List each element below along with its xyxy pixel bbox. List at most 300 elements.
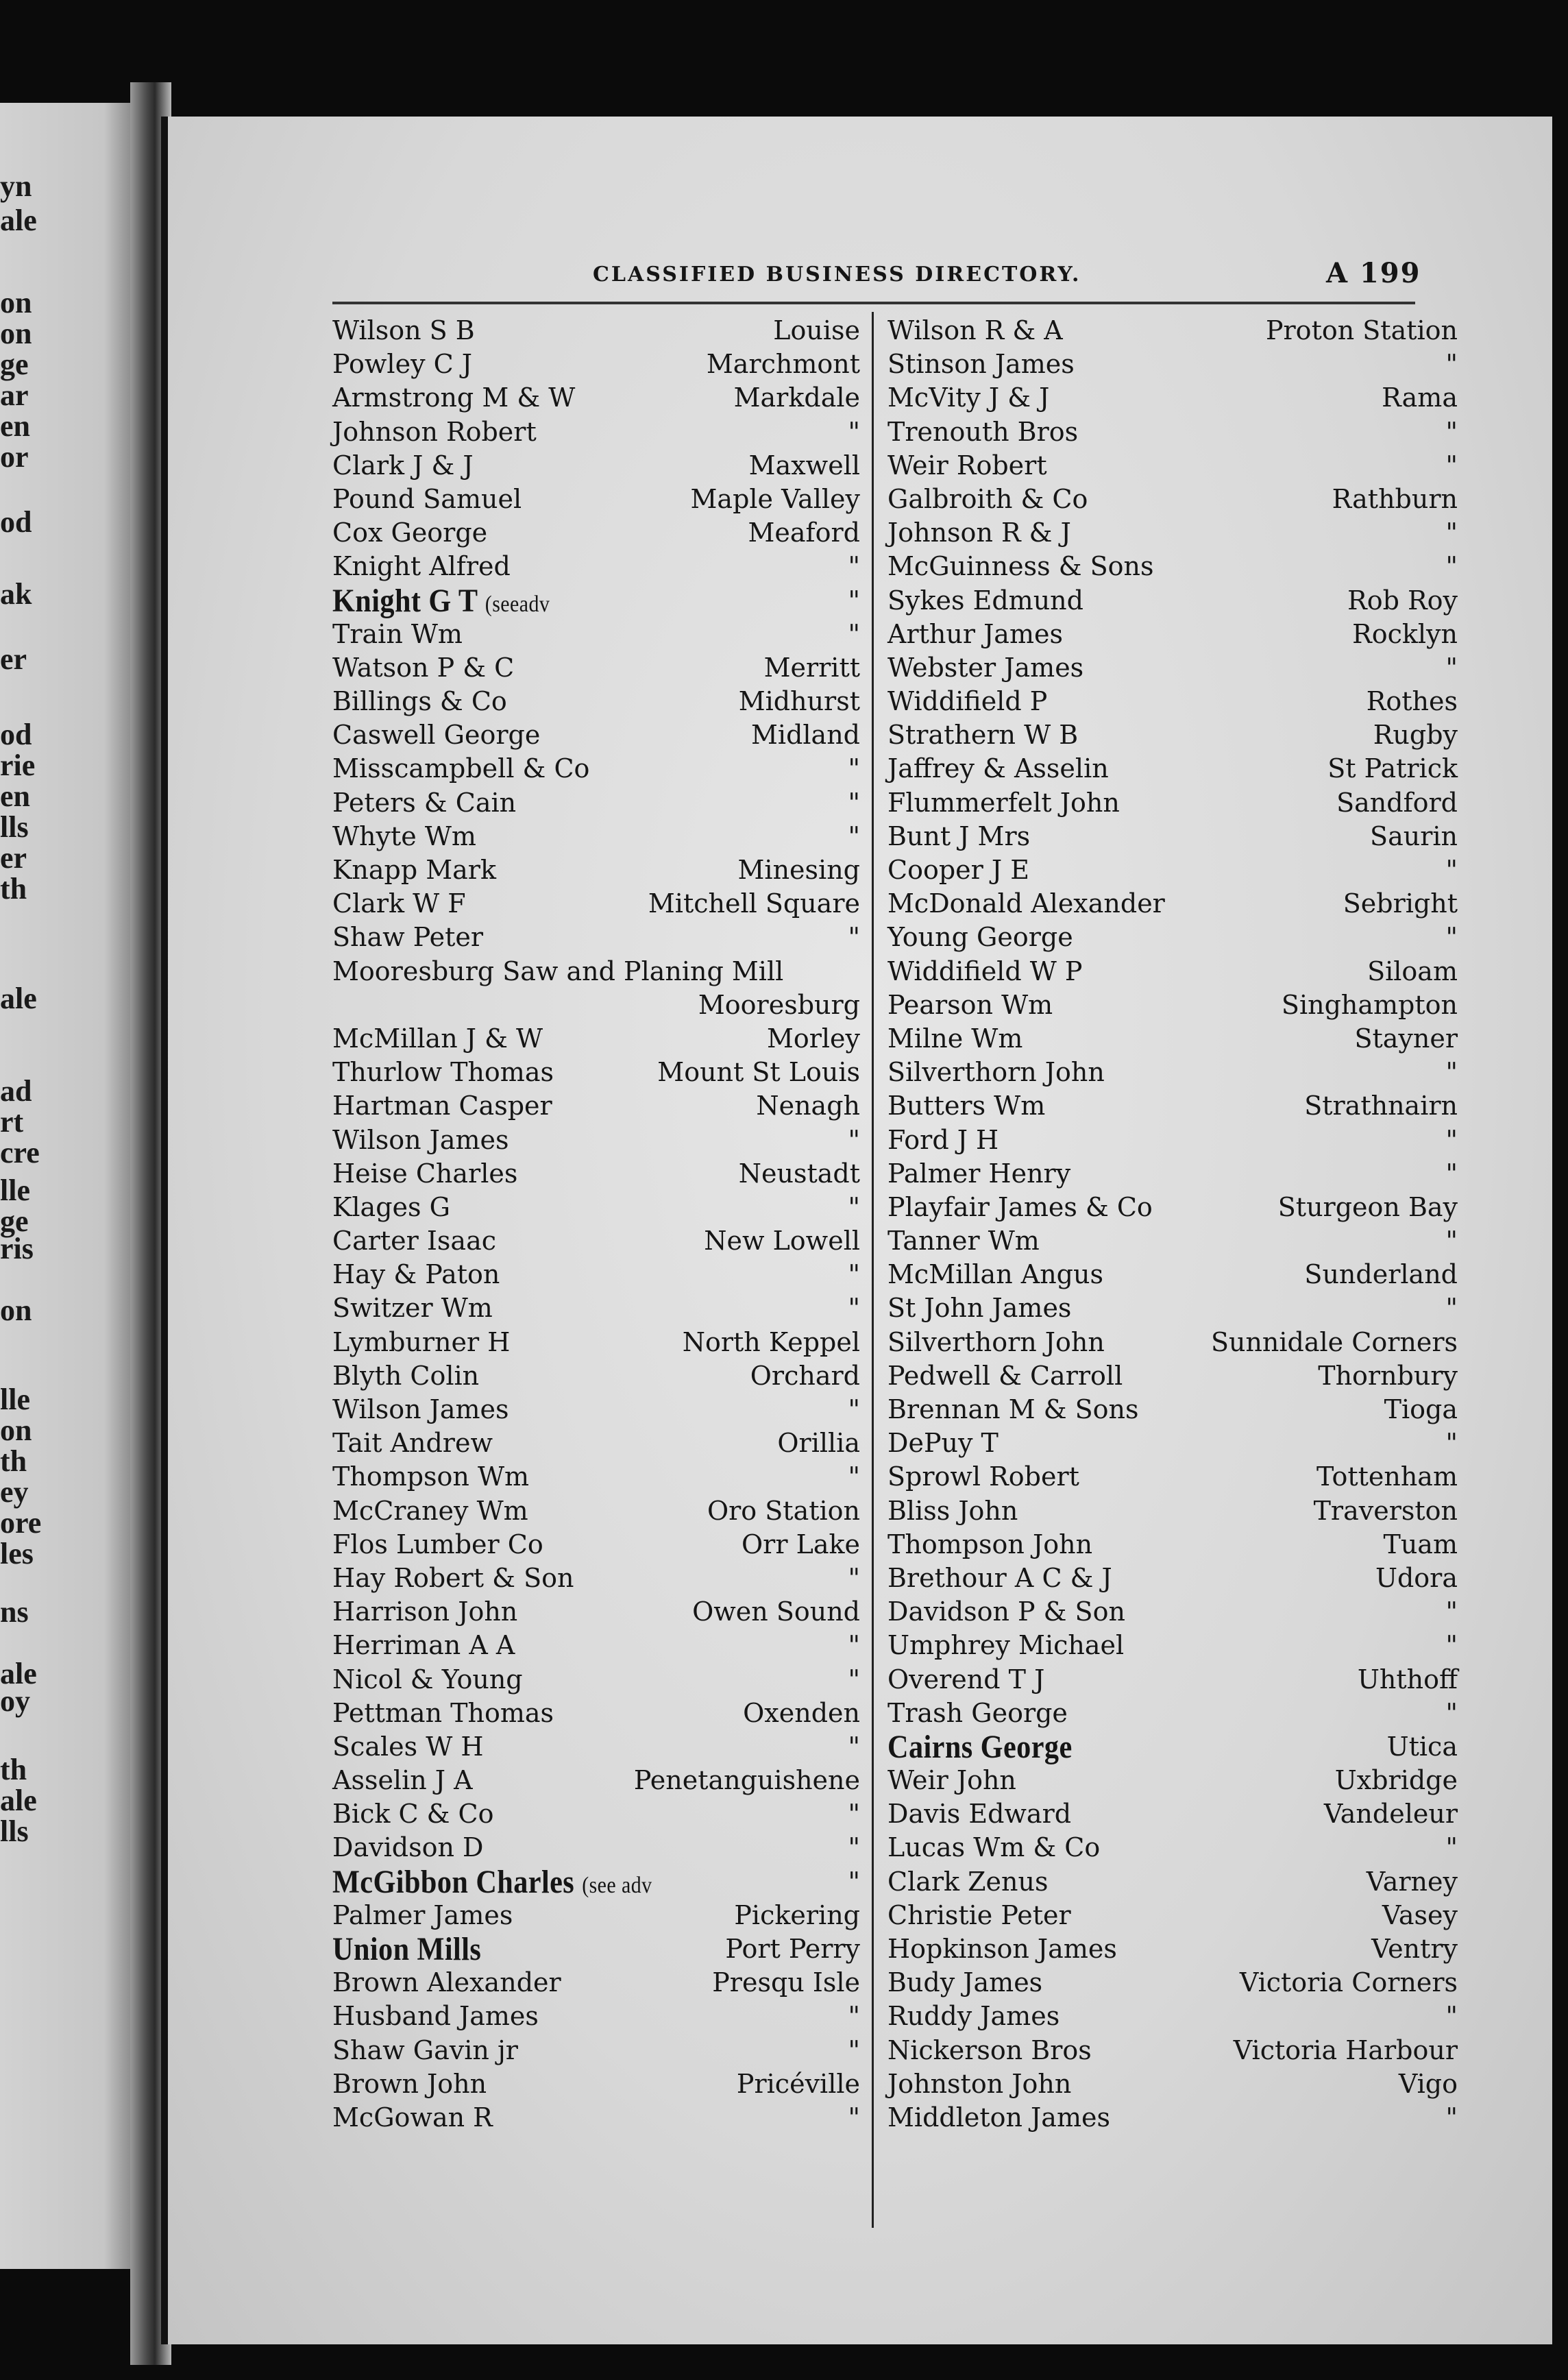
place-name: " (848, 1191, 860, 1222)
business-name (332, 1831, 483, 1865)
business-name-text: Trash George (887, 1697, 1068, 1728)
directory-entry (332, 1124, 860, 1157)
directory-entry (332, 1326, 860, 1359)
directory-entry (887, 1124, 1458, 1157)
business-name-text: Hay & Paton (332, 1259, 500, 1290)
place-name: Orchard (750, 1360, 860, 1391)
directory-entry (887, 1966, 1458, 2000)
business-name-text: Hay Robert & Son (332, 1562, 574, 1593)
business-name (332, 1056, 554, 1089)
place-name: " (1445, 1832, 1458, 1863)
directory-entry (332, 1494, 860, 1528)
place-name: Morley (766, 1023, 860, 1054)
business-name (887, 1326, 1105, 1359)
previous-page-text: ale (0, 982, 37, 1015)
place-name: Pricéville (736, 2068, 860, 2099)
business-name (887, 1629, 1124, 1662)
directory-entry (332, 415, 860, 449)
place-name: " (848, 1731, 860, 1762)
directory-entry (332, 853, 860, 887)
business-name (332, 483, 522, 516)
right-column (887, 314, 1458, 2135)
business-name (887, 1595, 1125, 1629)
place-name: Varney (1366, 1866, 1458, 1897)
business-name-text: Cox George (332, 518, 488, 548)
directory-entry (332, 1359, 860, 1393)
business-name (332, 1291, 493, 1325)
place-name: " (1445, 2102, 1458, 2133)
directory-entry (332, 1460, 860, 1494)
business-name-text: Palmer James (332, 1899, 513, 1930)
previous-page-text: on (0, 1413, 32, 1447)
place-name: Utica (1386, 1731, 1458, 1762)
directory-entry (332, 584, 860, 618)
business-name-text: Shaw Peter (332, 922, 484, 953)
directory-entry (887, 1494, 1458, 1528)
business-name (332, 381, 575, 415)
previous-page-text: th (0, 1444, 27, 1478)
place-name: " (848, 787, 860, 818)
directory-entry (887, 483, 1458, 516)
directory-entry (332, 1932, 860, 1966)
business-name (332, 2034, 518, 2067)
previous-page-text: ad (0, 1074, 32, 1108)
previous-page-text: lle (0, 1383, 30, 1416)
place-name: Sebright (1343, 888, 1458, 919)
business-name-text: Stinson James (887, 349, 1075, 380)
directory-entry (332, 1191, 860, 1224)
place-name: " (848, 1562, 860, 1593)
directory-entry (332, 1663, 860, 1697)
directory-entry (887, 1291, 1458, 1325)
business-name-text: Butters Wm (887, 1091, 1046, 1121)
directory-entry (332, 651, 860, 685)
business-name (887, 1089, 1045, 1123)
directory-entry (887, 1595, 1458, 1629)
place-name: Orillia (777, 1428, 860, 1459)
business-name (887, 1730, 1073, 1764)
directory-entry (887, 1865, 1458, 1899)
page-header (168, 257, 1552, 298)
business-name-text: Arthur James (887, 618, 1063, 649)
business-name (332, 618, 463, 651)
column-divider (872, 312, 874, 2228)
directory-entry (332, 314, 860, 348)
business-name (887, 887, 1165, 921)
business-name (332, 1730, 483, 1764)
business-name-text: Johnson R & J (887, 518, 1071, 548)
business-name (887, 820, 1030, 853)
business-name-text: McCraney Wm (332, 1495, 528, 1526)
previous-page-text: ore (0, 1506, 42, 1540)
directory-entry (332, 1258, 860, 1291)
business-name-text: Sprowl Robert (887, 1461, 1079, 1492)
place-name: Rothes (1366, 686, 1458, 717)
directory-entry (332, 550, 860, 583)
business-name-text: Palmer Henry (887, 1158, 1071, 1189)
business-name-text: Milne Wm (887, 1023, 1023, 1054)
business-name-text: Mooresburg Saw and Planing Mill (332, 956, 784, 986)
business-name-text: Brennan M & Sons (887, 1394, 1139, 1424)
directory-entry (887, 1629, 1458, 1662)
business-name-text: Johnston John (887, 2068, 1072, 2099)
previous-page-text: on (0, 317, 32, 350)
business-name-text: Thurlow Thomas (332, 1057, 554, 1088)
previous-page-text: les (0, 1537, 34, 1570)
place-name: New Lowell (704, 1226, 860, 1256)
directory-entry (887, 1157, 1458, 1191)
business-name (332, 1224, 496, 1258)
directory-entry (332, 2000, 860, 2033)
directory-entry (887, 1932, 1458, 1966)
directory-entry (887, 853, 1458, 887)
previous-page-text: ey (0, 1475, 29, 1509)
place-name: " (848, 1293, 860, 1324)
place-name: Singhampton (1281, 989, 1458, 1020)
previous-page-text: lls (0, 810, 29, 844)
previous-page-text: ge (0, 348, 29, 381)
business-name (332, 1157, 517, 1191)
place-name: " (1445, 349, 1458, 380)
business-name-text: Flos Lumber Co (332, 1529, 543, 1559)
place-name: Rob Roy (1347, 585, 1458, 616)
place-name: Midland (751, 720, 860, 751)
directory-entry (887, 415, 1458, 449)
business-name (332, 1359, 479, 1393)
business-name-text: Lucas Wm & Co (887, 1832, 1101, 1863)
business-name (887, 685, 1047, 718)
business-name (332, 1124, 509, 1157)
business-name-text: Train Wm (332, 618, 463, 649)
business-name-text: Trenouth Bros (887, 416, 1079, 447)
business-name-text: Webster James (887, 652, 1084, 683)
directory-entry (332, 1224, 860, 1258)
place-name: Meaford (748, 518, 860, 548)
previous-page-text: ale (0, 1784, 37, 1817)
directory-entry (332, 752, 860, 786)
directory-entry (332, 2101, 860, 2135)
place-name: Tioga (1384, 1394, 1458, 1424)
directory-entry (887, 887, 1458, 921)
business-name (332, 1089, 552, 1123)
place-name: Minesing (737, 855, 860, 885)
business-name-text: Pettman Thomas (332, 1697, 554, 1728)
directory-entry (887, 1359, 1458, 1393)
directory-entry (887, 1730, 1458, 1764)
place-name: " (848, 922, 860, 953)
business-name-text: Switzer Wm (332, 1293, 493, 1324)
business-name (332, 1426, 493, 1460)
business-name-text: Brown Alexander (332, 1967, 561, 1998)
business-name-text: Weir John (887, 1765, 1016, 1796)
business-name (887, 1056, 1105, 1089)
business-name-text: Thompson Wm (332, 1461, 530, 1492)
place-name: " (848, 1630, 860, 1661)
directory-entry (887, 1022, 1458, 1056)
place-name: Maxwell (748, 450, 860, 481)
business-name (887, 1764, 1016, 1797)
business-name-text: DePuy T (887, 1428, 999, 1459)
directory-entry (332, 449, 860, 483)
business-name (332, 314, 475, 348)
business-name-text: Husband James (332, 2001, 539, 2032)
business-name (887, 1258, 1103, 1291)
business-name-text: Overend T J (887, 1664, 1045, 1695)
place-name: " (848, 1461, 860, 1492)
header-rule (332, 302, 1415, 304)
place-name: Oxenden (743, 1697, 860, 1728)
previous-page-text: er (0, 642, 27, 676)
business-name (332, 2067, 487, 2101)
place-name: Udora (1375, 1562, 1458, 1593)
directory-entry (332, 1562, 860, 1595)
business-name-text: Misscampbell & Co (332, 753, 590, 784)
directory-entry (332, 1697, 860, 1730)
place-name: Nenagh (756, 1091, 860, 1121)
previous-page-text: rt (0, 1105, 24, 1139)
business-name-text: Brethour A C & J (887, 1562, 1112, 1593)
business-name-text: Cairns George (887, 1728, 1073, 1765)
place-name: Ventry (1371, 1934, 1458, 1964)
business-name (887, 415, 1078, 449)
business-name-text: Hopkinson James (887, 1934, 1117, 1964)
business-name-text: Carter Isaac (332, 1226, 497, 1256)
place-name: Rama (1382, 382, 1458, 413)
place-name: " (848, 1664, 860, 1695)
place-name: Siloam (1367, 956, 1458, 986)
business-name-text: Strathern W B (887, 720, 1079, 751)
business-name-text: McMillan J & W (332, 1023, 543, 1054)
directory-entry (332, 1056, 860, 1089)
place-name: Markdale (733, 382, 860, 413)
business-name (887, 1426, 999, 1460)
business-name (332, 584, 550, 621)
place-name: Owen Sound (692, 1596, 860, 1627)
business-name (332, 516, 487, 550)
business-name (332, 1393, 509, 1426)
place-name: " (1445, 1428, 1458, 1459)
business-name-text: Widdifield W P (887, 956, 1083, 986)
place-name: " (1445, 416, 1458, 447)
directory-entry (887, 921, 1458, 954)
business-name (332, 415, 537, 449)
place-name: Marchmont (706, 349, 860, 380)
directory-entry (332, 516, 860, 550)
business-name (887, 1797, 1071, 1831)
place-name: Pickering (734, 1899, 860, 1930)
page-number: A 199 (1326, 257, 1421, 289)
business-name-text: Nickerson Bros (887, 2035, 1092, 2065)
business-name (887, 1191, 1153, 1224)
header-title: CLASSIFIED BUSINESS DIRECTORY. (593, 263, 1081, 287)
directory-entry (332, 955, 860, 1022)
business-name-text: Young George (887, 922, 1073, 953)
business-name-text: Pedwell & Carroll (887, 1360, 1123, 1391)
business-name-text: Caswell George (332, 720, 541, 751)
business-name (332, 348, 472, 381)
business-name-text: Powley C J (332, 349, 473, 380)
place-name: " (848, 2001, 860, 2032)
previous-page-text: ar (0, 378, 29, 412)
business-name-text: Middleton James (887, 2102, 1110, 2133)
previous-page-text: ris (0, 1232, 34, 1265)
directory-entry (887, 1831, 1458, 1865)
business-name (887, 752, 1109, 786)
place-name: Penetanguishene (633, 1765, 860, 1796)
place-name: North Keppel (682, 1326, 860, 1357)
business-name (887, 1697, 1068, 1730)
business-name (887, 651, 1083, 685)
directory-entry (332, 1022, 860, 1056)
business-name (332, 1899, 513, 1932)
directory-page (161, 117, 1552, 2344)
place-name: Victoria Corners (1239, 1967, 1458, 1998)
business-name (887, 1865, 1049, 1899)
directory-entry (332, 2067, 860, 2101)
business-name-text: Heise Charles (332, 1158, 518, 1189)
previous-page-text: ge (0, 1204, 29, 1238)
business-name (332, 2101, 493, 2135)
place-name: " (1445, 1057, 1458, 1088)
directory-entry (887, 820, 1458, 853)
business-name-text: Bliss John (887, 1495, 1018, 1526)
business-name-text: Peters & Cain (332, 787, 517, 818)
business-name (332, 718, 540, 752)
business-name-text: Harrison John (332, 1596, 518, 1627)
directory-entry (332, 887, 860, 921)
business-name-text: Johnson Robert (332, 416, 537, 447)
business-name (887, 1359, 1123, 1393)
directory-entry (332, 1730, 860, 1764)
business-name-text: Thompson John (887, 1529, 1093, 1559)
business-name-text: Clark Zenus (887, 1866, 1049, 1897)
directory-entry (887, 1663, 1458, 1697)
place-name: Sturgeon Bay (1277, 1191, 1458, 1222)
directory-entry (887, 2034, 1458, 2067)
directory-entry (332, 618, 860, 651)
directory-entry (887, 449, 1458, 483)
previous-page-text: cre (0, 1136, 40, 1169)
directory-entry (887, 1393, 1458, 1426)
directory-entry (887, 1797, 1458, 1831)
business-name (332, 887, 466, 921)
previous-page-text: rie (0, 749, 36, 782)
place-name: Presqu Isle (712, 1967, 860, 1998)
business-name (332, 955, 783, 988)
business-name-text: McDonald Alexander (887, 888, 1165, 919)
place-name: " (1445, 1697, 1458, 1728)
directory-entry (887, 1056, 1458, 1089)
business-name-text: Ruddy James (887, 2001, 1060, 2032)
business-name (332, 1865, 652, 1902)
directory-entry (887, 1426, 1458, 1460)
business-name (887, 786, 1120, 820)
previous-page-text: or (0, 440, 29, 474)
business-name (332, 2000, 539, 2033)
business-name-text: Whyte Wm (332, 821, 476, 851)
place-name: Orr Lake (742, 1529, 860, 1559)
business-name-text: Billings & Co (332, 686, 507, 717)
directory-entry (332, 1629, 860, 1662)
business-name (887, 2101, 1110, 2135)
directory-entry (332, 1426, 860, 1460)
business-name (887, 516, 1071, 550)
business-name-text: Wilson James (332, 1124, 509, 1155)
place-name: Thornbury (1318, 1360, 1458, 1391)
directory-entry (887, 1460, 1458, 1494)
business-name-text: Brown John (332, 2068, 487, 2099)
place-name: " (848, 416, 860, 447)
business-name (887, 1393, 1139, 1426)
directory-entry (887, 752, 1458, 786)
business-name-text: Herriman A A (332, 1630, 515, 1661)
directory-entry (887, 718, 1458, 752)
directory-entry (887, 988, 1458, 1022)
place-name: " (848, 753, 860, 784)
directory-entry (332, 1157, 860, 1191)
directory-entry (887, 1191, 1458, 1224)
directory-entry (887, 516, 1458, 550)
place-name: Tuam (1383, 1529, 1458, 1559)
previous-page-text: lls (0, 1814, 29, 1848)
business-name-text: Knight Alfred (332, 551, 511, 582)
previous-page-text: th (0, 872, 27, 906)
place-name: " (848, 1394, 860, 1425)
business-name (887, 921, 1073, 954)
directory-entry (332, 1831, 860, 1865)
business-name (887, 2067, 1071, 2101)
business-name (887, 2034, 1092, 2067)
business-name (332, 921, 483, 954)
business-name (332, 752, 589, 786)
business-name (887, 314, 1063, 348)
business-name-text: McGowan R (332, 2102, 493, 2133)
place-name: " (1445, 1226, 1458, 1256)
directory-entry (332, 1764, 860, 1797)
place-name: " (1445, 855, 1458, 885)
directory-entry (887, 1697, 1458, 1730)
business-name (332, 651, 514, 685)
business-name-text: Christie Peter (887, 1899, 1071, 1930)
business-name (887, 1494, 1018, 1528)
directory-entry (332, 718, 860, 752)
place-name: " (848, 618, 860, 649)
place-name: " (848, 1259, 860, 1290)
place-name: Victoria Harbour (1233, 2035, 1458, 2065)
left-column (332, 314, 860, 2135)
place-name: Vigo (1398, 2068, 1458, 2099)
previous-page-text: on (0, 1294, 32, 1327)
business-name-text: Tait Andrew (332, 1428, 493, 1459)
business-name (332, 853, 496, 887)
business-name (332, 1528, 543, 1562)
place-name: Stayner (1354, 1023, 1458, 1054)
place-name: Sandford (1336, 787, 1458, 818)
directory-entry (887, 381, 1458, 415)
place-name: Saurin (1370, 821, 1458, 851)
business-name-text: Tanner Wm (887, 1226, 1040, 1256)
place-name: Rugby (1373, 720, 1458, 751)
place-name: " (848, 2102, 860, 2133)
place-name: Neustadt (738, 1158, 860, 1189)
business-name-text: Galbroith & Co (887, 483, 1088, 514)
business-name-text: Nicol & Young (332, 1664, 523, 1695)
business-name (887, 449, 1047, 483)
business-name-text: Silverthorn John (887, 1057, 1105, 1088)
directory-entry (887, 1326, 1458, 1359)
directory-entry (887, 2101, 1458, 2135)
place-name: Mooresburg (698, 989, 860, 1020)
